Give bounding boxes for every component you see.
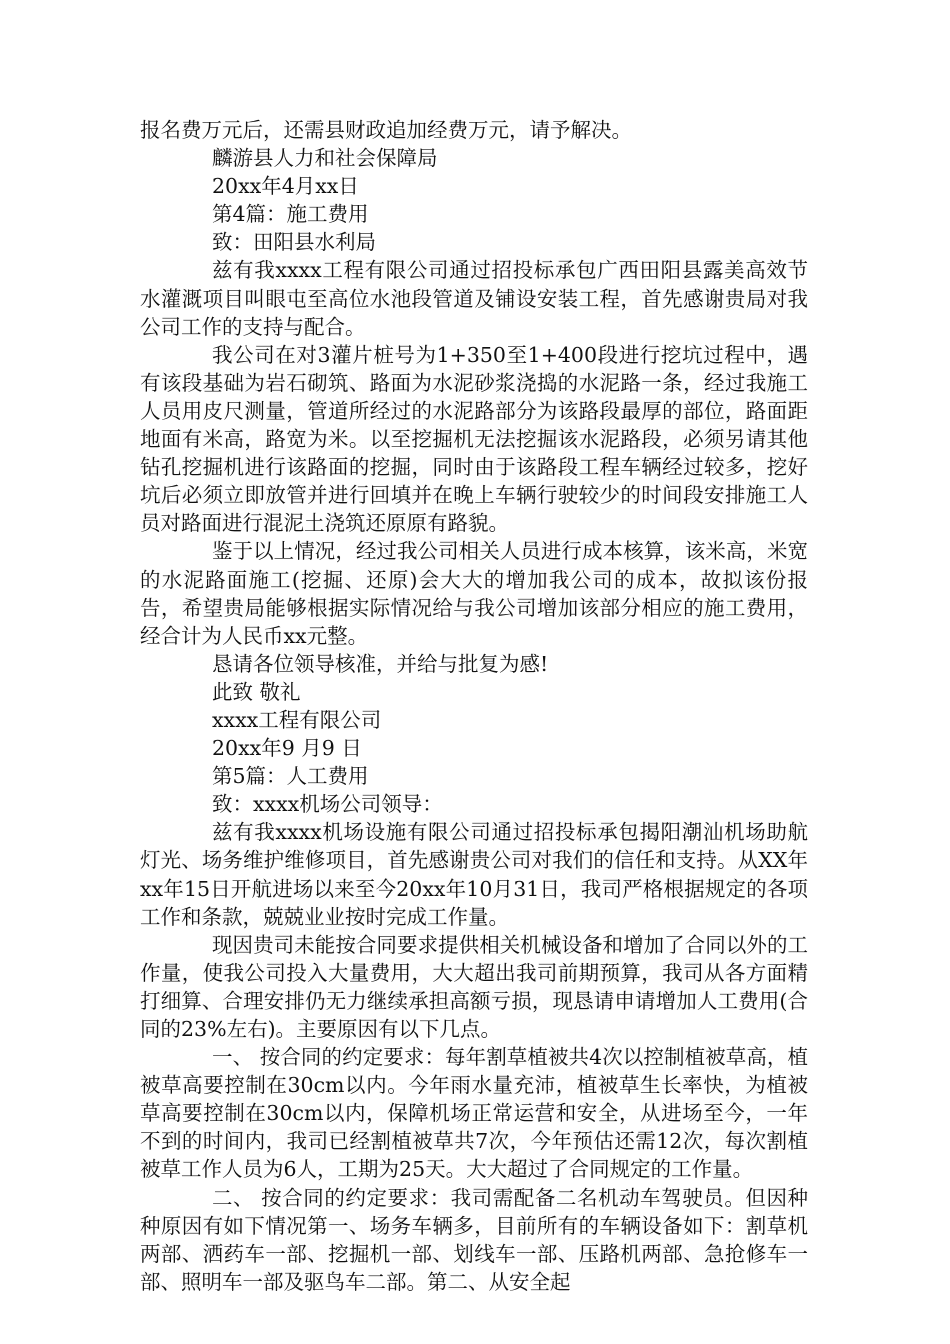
signature-org: xxxx工程有限公司 bbox=[212, 707, 382, 732]
paragraph: 兹有我xxxx机场设施有限公司通过招投标承包揭阳潮汕机场助航灯光、场务维护维修项目，首先感谢贵公司对我们的信任和支持。从XX年xx年15日开航进场以来至今20xx年10月31日，我司严格根据规定的各项工作和条款，兢兢业业按时完成工作量。 bbox=[140, 820, 808, 929]
section-heading: 第5篇：人工费用 bbox=[212, 764, 369, 789]
document-body bbox=[140, 116, 808, 1296]
signature-date: 20xx年4月xx日 bbox=[212, 174, 359, 199]
paragraph: 一、 按合同的约定要求：每年割草植被共4次以控制植被草高，植被草高要控制在30cm以内。今年雨水量充沛，植被草生长率快，为植被草高要控制在30cm以内，保障机场正常运营和安全，从进场至今，一年不到的时间内，我司已经割植被草共7次，今年预估还需12次，每次割植被草工作人员为6人，工期为25天。大大超过了合同规定的工作量。 bbox=[140, 1045, 808, 1182]
paragraph: 我公司在对3灌片桩号为1+350至1+400段进行挖坑过程中，遇有该段基础为岩石砌筑、路面为水泥砂浆浇捣的水泥路一条，经过我施工人员用皮尺测量，管道所经过的水泥路部分为该路段最厚的部位，路面距地面有米高，路宽为米。以至挖掘机无法挖掘该水泥路段，必须另请其他钻孔挖掘机进行该路面的挖掘，同时由于该路段工程车辆经过较多，挖好坑后必须立即放管并进行回填并在晚上车辆行驶较少的时间段安排施工人员对路面进行混泥土浇筑还原原有路貌。 bbox=[140, 342, 808, 536]
section-heading: 第4篇：施工费用 bbox=[212, 202, 369, 227]
paragraph: 报名费万元后，还需县财政追加经费万元，请予解决。 bbox=[140, 118, 632, 142]
paragraph: 二、 按合同的约定要求：我司需配备二名机动车驾驶员。但因种种原因有如下情况第一、场务车辆多，目前所有的车辆设备如下：割草机两部、洒药车一部、挖掘机一部、划线车一部、压路机两部、急抢修车一部、照明车一部及驱鸟车二部。第二、从安全起 bbox=[140, 1185, 808, 1294]
paragraph: 鉴于以上情况，经过我公司相关人员进行成本核算，该米高，米宽的水泥路面施工(挖掘、还原)会大大的增加我公司的成本，故拟该份报告，希望贵局能够根据实际情况给与我公司增加该部分相应的施工费用，经合计为人民币xx元整。 bbox=[140, 539, 808, 648]
paragraph: 现因贵司未能按合同要求提供相关机械设备和增加了合同以外的工作量，使我公司投入大量费用，大大超出我司前期预算，我司从各方面精打细算、合理安排仍无力继续承担高额亏损，现恳请申请增加人工费用(合同的23%左右)。主要原因有以下几点。 bbox=[140, 932, 808, 1041]
signature-date: 20xx年9 月9 日 bbox=[212, 736, 362, 761]
addressee: 致：田阳县水利局 bbox=[212, 230, 376, 255]
signature-org: 麟游县人力和社会保障局 bbox=[212, 146, 438, 171]
paragraph: 恳请各位领导核准，并给与批复为感! bbox=[212, 651, 549, 676]
paragraph: 兹有我xxxx工程有限公司通过招投标承包广西田阳县露美高效节水灌溉项目叫眼屯至高位水池段管道及铺设安装工程，首先感谢贵局对我公司工作的支持与配合。 bbox=[140, 258, 808, 339]
addressee: 致：xxxx机场公司领导： bbox=[212, 792, 443, 817]
closing: 此致 敬礼 bbox=[212, 679, 301, 704]
